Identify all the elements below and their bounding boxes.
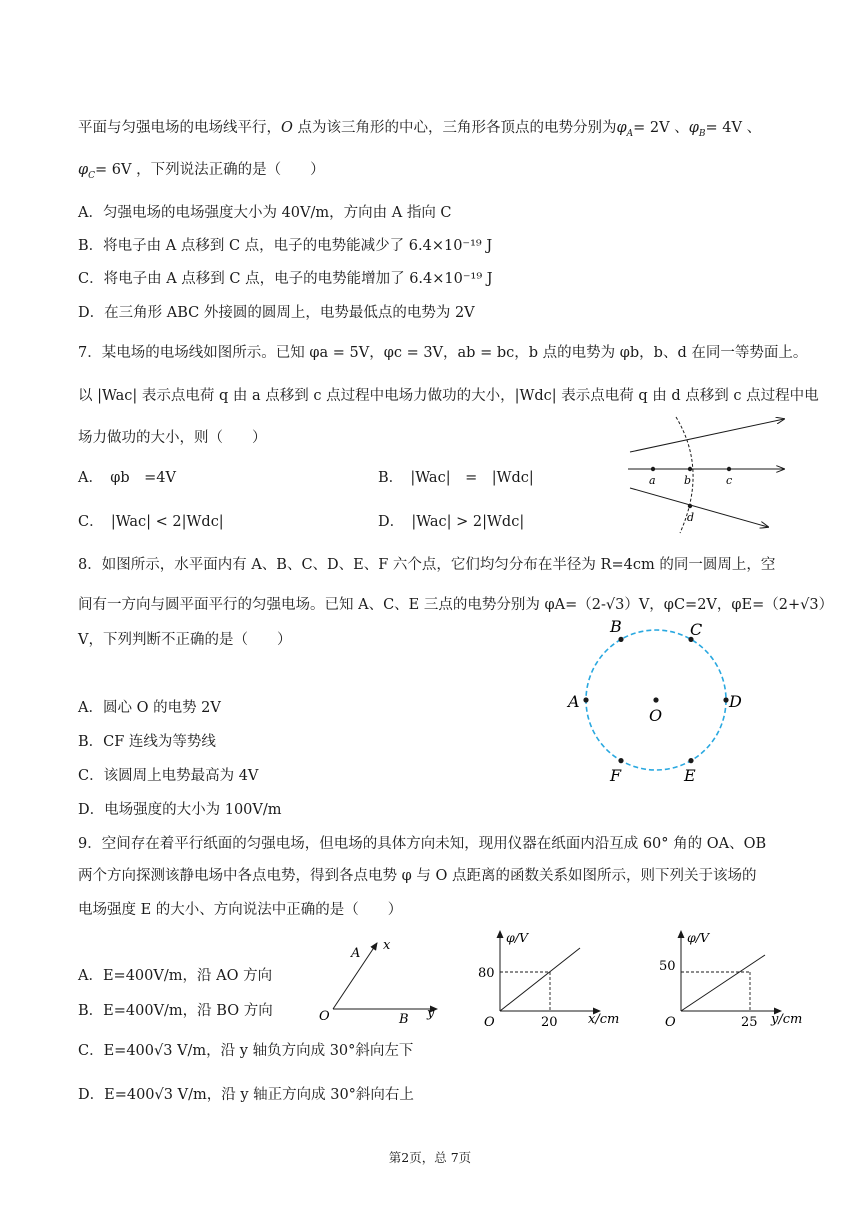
label-A: A [351,946,361,961]
point-F [618,758,623,763]
field-line-upper [630,419,784,452]
origin-label: O [484,1015,495,1030]
field-line-lower [630,488,768,527]
label-b: b [684,474,692,487]
q7-option-b: B． |Wac| = |Wdc| [378,470,534,486]
q7-line-1: 7．某电场的电场线如图所示。已知 φa = 5V，φc = 3V，ab = bc，b 点的电势为 φb，b、d 在同一等势面上。 [78,345,808,361]
q7-line-2: 以 |Wac| 表示点电荷 q 由 a 点移到 c 点过程中电场力做功的大小，|Wdc| 表示点电荷 q 由 d 点移到 c 点过程中电 [78,388,819,404]
q9-option-b: B．E=400V/m，沿 BO 方向 [78,1003,273,1019]
point-B [618,637,623,642]
point-D [723,697,728,702]
label-O: O [649,706,663,725]
q9-graph-x [470,925,630,1030]
q7-line-3: 场力做功的大小，则（ ） [78,430,267,446]
label-B: B [610,617,622,636]
label-y: y [427,1006,435,1021]
q8-option-a: A．圆心 O 的电势 2V [78,700,221,716]
q7-option-d: D． |Wac| > 2|Wdc| [378,514,525,530]
q9-line-2: 两个方向探测该静电场中各点电势，得到各点电势 φ 与 O 点距离的函数关系如图所示，则下列关于该场的 [78,868,757,884]
q6-line-1: 平面与匀强电场的电场线平行，O 点为该三角形的中心，三角形各顶点的电势分别为$\varphi_A= 2V$ 、$\varphi_B= 4V$ 、 [78,120,762,139]
y-axis-label: y/cm [771,1012,803,1027]
y-tick-50: 50 [659,959,676,974]
x-tick-20: 20 [541,1015,558,1030]
q7-option-a: A． φb =4V [78,470,177,486]
phi-c-value: = 6V [95,162,132,178]
label-O: O [319,1009,330,1024]
point-A [583,697,588,702]
q6-option-a: A．匀强电场的电场强度大小为 40V/m，方向由 A 指向 C [78,205,452,221]
phi-axis-label: φ/V [506,930,528,945]
q9-option-c: C．E=400√3 V/m，沿 y 轴负方向成 30°斜向左下 [78,1043,414,1059]
q6-option-d: D．在三角形 ABC 外接圆的圆周上，电势最低点的电势为 2V [78,305,475,321]
q7-option-c: C． |Wac| < 2|Wdc| [78,514,224,530]
separator: 、 [669,120,689,136]
q9-option-d: D．E=400√3 V/m，沿 y 轴正方向成 30°斜向右上 [78,1087,414,1103]
q8-line-2: 间有一方向与圆平面平行的匀强电场。已知 A、C、E 三点的电势分别为 φA=（2-√3）V，φC=2V，φE=（2+√3） [78,597,834,613]
label-E: E [684,766,696,785]
point-c [727,467,731,471]
label-C: C [690,620,703,639]
phi-y-line [681,955,765,1011]
label-d: d [687,511,695,524]
point-o-label: O [281,120,293,136]
q9-graph-y [655,925,813,1030]
point-E [688,758,693,763]
q8-option-c: C．该圆周上电势最高为 4V [78,768,259,784]
origin-label: O [665,1015,676,1030]
x-tick-25: 25 [741,1015,758,1030]
q6-line-2: $\varphi_C= 6V$ ，下列说法正确的是（ ） [78,162,325,181]
q7-field-diagram [618,415,788,535]
q8-option-b: B．CF 连线为等势线 [78,734,216,750]
separator: 、 [741,120,762,136]
label-c: c [726,474,733,487]
q9-axes-diagram [315,935,445,1030]
q6-text: 平面与匀强电场的电场线平行， [78,120,281,136]
q8-line-1: 8．如图所示，水平面内有 A、B、C、D、E、F 六个点，它们均匀分布在半径为 R=4cm 的同一圆周上，空 [78,557,776,573]
label-a: a [649,474,656,487]
point-O [653,697,658,702]
phi-b-value: = 4V [705,120,742,136]
label-x: x [383,938,391,953]
label-D: D [729,692,742,711]
q9-option-a: A．E=400V/m，沿 AO 方向 [78,968,273,984]
phi-axis-label: φ/V [687,930,709,945]
label-A: A [568,692,580,711]
x-axis-label: x/cm [588,1012,620,1027]
page-footer: 第2页，总 7页 [388,1150,472,1165]
q8-line-3: V，下列判断不正确的是（ ） [78,632,292,648]
q8-circle-diagram [560,615,760,790]
y-tick-80: 80 [478,966,495,981]
phi-x-line [500,948,580,1011]
q9-line-1: 9．空间存在着平行纸面的匀强电场，但电场的具体方向未知，现用仪器在纸面内沿互成 60° 角的 OA、OB [78,836,767,852]
q6-text: 点为该三角形的中心，三角形各顶点的电势分别为 [292,120,617,136]
q6-text: ，下列说法正确的是（ ） [131,162,325,178]
point-a [651,467,655,471]
label-B: B [399,1012,409,1027]
q9-line-3: 电场强度 E 的大小、方向说法中正确的是（ ） [78,902,403,918]
phi-a-value: = 2V [633,120,670,136]
q6-option-b: B．将电子由 A 点移到 C 点，电子的电势能减少了 6.4×10⁻¹⁹ J [78,238,493,254]
q8-option-d: D．电场强度的大小为 100V/m [78,802,282,818]
point-d [688,504,692,508]
label-F: F [610,766,622,785]
point-b [688,467,692,471]
q6-option-c: C．将电子由 A 点移到 C 点，电子的电势能增加了 6.4×10⁻¹⁹ J [78,271,493,287]
